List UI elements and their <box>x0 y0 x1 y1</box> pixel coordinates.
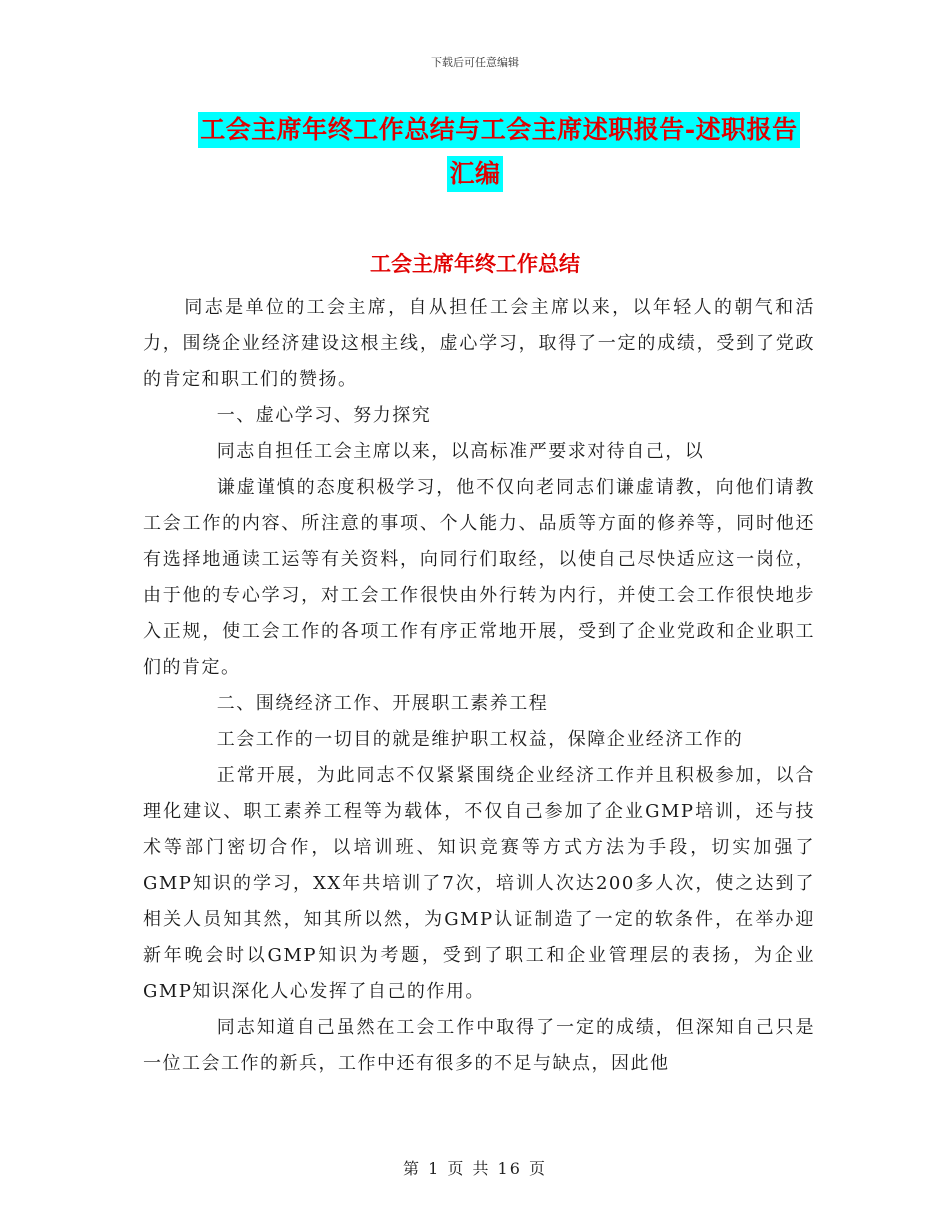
section-heading: 工会主席年终工作总结 <box>370 251 580 276</box>
document-title-line-2: 汇编 <box>447 156 502 192</box>
paragraph-1a: 同志自担任工会主席以来，以高标准严要求对待自己，以 <box>216 441 705 462</box>
paragraph-3: 同志知道自己虽然在工会工作中取得了一定的成绩，但深知自己只是一位工会工作的新兵，工作中还有很多的不足与缺点，因此他 <box>143 1017 815 1074</box>
paragraph-2a: 工会工作的一切目的就是维护职工权益，保障企业经济工作的 <box>216 729 744 750</box>
document-body <box>143 290 815 1082</box>
document-title-line-1: 工会主席年终工作总结与工会主席述职报告-述职报告 <box>198 112 799 148</box>
subheading-2: 二、围绕经济工作、开展职工素养工程 <box>216 693 549 714</box>
page-footer: 第 1 页 共 16 页 <box>403 1159 547 1178</box>
paragraph-1b: 谦虚谨慎的态度积极学习，他不仅向老同志们谦虚请教，向他们请教工会工作的内容、所注意的事项、个人能力、品质等方面的修养等，同时他还有选择地通读工运等有关资料，向同行们取经，以使自己尽快适应这一岗位，由于他的专心学习，对工会工作很快由外行转为内行，并使工会工作很快地步入正规，使工会工作的各项工作有序正常地开展，受到了企业党政和企业职工们的肯定。 <box>143 477 815 678</box>
subheading-1: 一、虚心学习、努力探究 <box>216 405 432 426</box>
paragraph-intro: 同志是单位的工会主席，自从担任工会主席以来，以年轻人的朝气和活力，围绕企业经济建设这根主线，虚心学习，取得了一定的成绩，受到了党政的肯定和职工们的赞扬。 <box>143 297 815 390</box>
document-title <box>140 112 810 192</box>
header-note: 下载后可任意编辑 <box>431 56 519 69</box>
paragraph-2b: 正常开展，为此同志不仅紧紧围绕企业经济工作并且积极参加，以合理化建议、职工素养工程等为载体，不仅自己参加了企业GMP培训，还与技术等部门密切合作，以培训班、知识竞赛等方式方法为手段，切实加强了GMP知识的学习，XX年共培训了7次，培训人次达200多人次，使之达到了相关人员知其然，知其所以然，为GMP认证制造了一定的软条件，在举办迎新年晚会时以GMP知识为考题，受到了职工和企业管理层的表扬，为企业GMP知识深化人心发挥了自己的作用。 <box>143 765 815 1002</box>
